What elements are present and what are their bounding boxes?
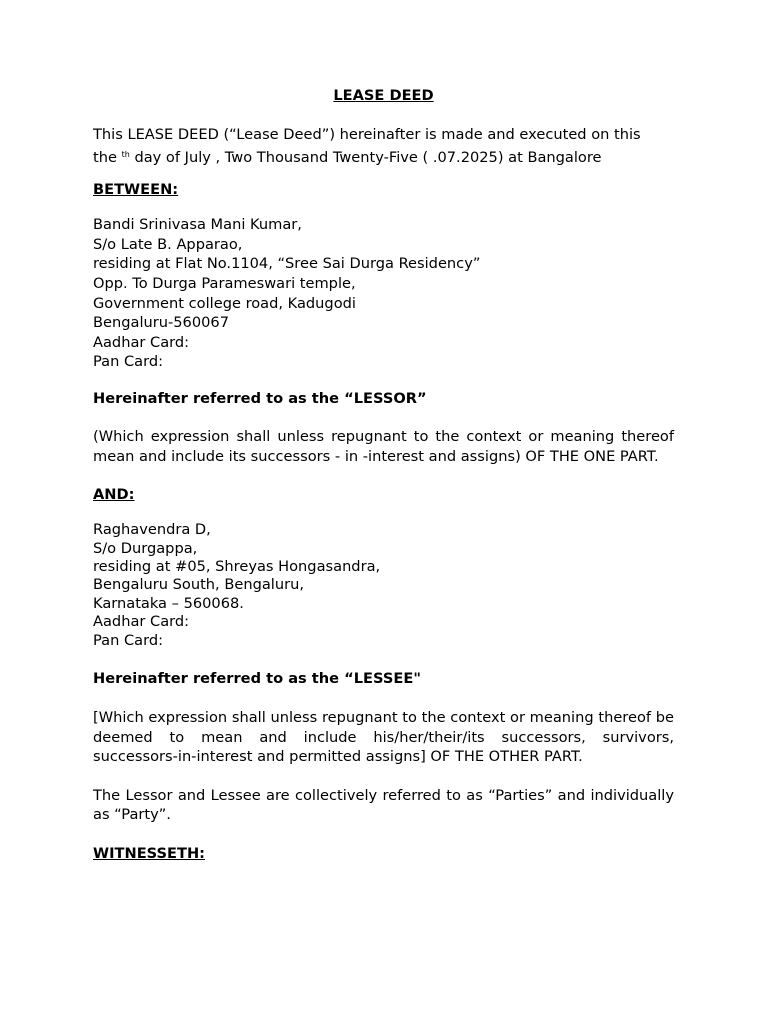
and-heading: AND:	[93, 486, 135, 504]
lessor-details	[93, 215, 674, 372]
lessee-clause: [Which expression shall unless repugnant to the context or meaning thereof be deemed to mean and include his/her/their/its successors, survivors, successors-in-interest and permitted assigns] OF THE OTHER PART.	[93, 708, 674, 766]
lessor-line: Opp. To Durga Parameswari temple,	[93, 274, 356, 292]
between-heading: BETWEEN:	[93, 181, 179, 199]
witnesseth-heading: WITNESSETH:	[93, 844, 206, 862]
intro-line-2	[93, 145, 674, 168]
lessee-line: Karnataka – 560068.	[93, 594, 244, 612]
lessor-aadhar: Aadhar Card:	[93, 333, 190, 351]
document-page	[93, 86, 674, 864]
lessor-line: Government college road, Kadugodi	[93, 294, 356, 312]
lessor-line: Bengaluru-560067	[93, 314, 229, 332]
lessor-clause: (Which expression shall unless repugnant to the context or meaning thereof mean and include its successors - in -interest and assigns) OF THE ONE PART.	[93, 427, 674, 465]
lessee-line: Bengaluru South, Bengaluru,	[93, 576, 304, 594]
lessee-line: Raghavendra D,	[93, 521, 211, 539]
lessee-line: residing at #05, Shreyas Hongasandra,	[93, 557, 381, 575]
intro-line-2-pre: the	[93, 148, 122, 166]
lessee-details	[93, 521, 674, 650]
lessee-aadhar: Aadhar Card:	[93, 613, 190, 631]
document-title: LEASE DEED	[333, 87, 434, 104]
ordinal-suffix: th	[121, 149, 130, 159]
lessor-line: Bandi Srinivasa Mani Kumar,	[93, 216, 302, 234]
lessor-line: S/o Late B. Apparao,	[93, 235, 243, 253]
lessor-referred-heading: Hereinafter referred to as the “LESSOR”	[93, 389, 427, 407]
lessee-referred-heading: Hereinafter referred to as the “LESSEE"	[93, 669, 421, 687]
intro-paragraph	[93, 125, 674, 167]
lessee-line: S/o Durgappa,	[93, 539, 198, 557]
lessor-line: residing at Flat No.1104, “Sree Sai Durga Residency”	[93, 255, 481, 273]
lessee-pan: Pan Card:	[93, 631, 164, 649]
intro-line-1: This LEASE DEED (“Lease Deed”) hereinafter is made and executed on this	[93, 126, 641, 143]
intro-line-2-post: day of July , Two Thousand Twenty-Five ( .07.2025) at Bangalore	[129, 148, 602, 166]
lessor-pan: Pan Card:	[93, 353, 164, 371]
parties-clause: The Lessor and Lessee are collectively referred to as “Parties” and individually as “Party”.	[93, 786, 674, 824]
